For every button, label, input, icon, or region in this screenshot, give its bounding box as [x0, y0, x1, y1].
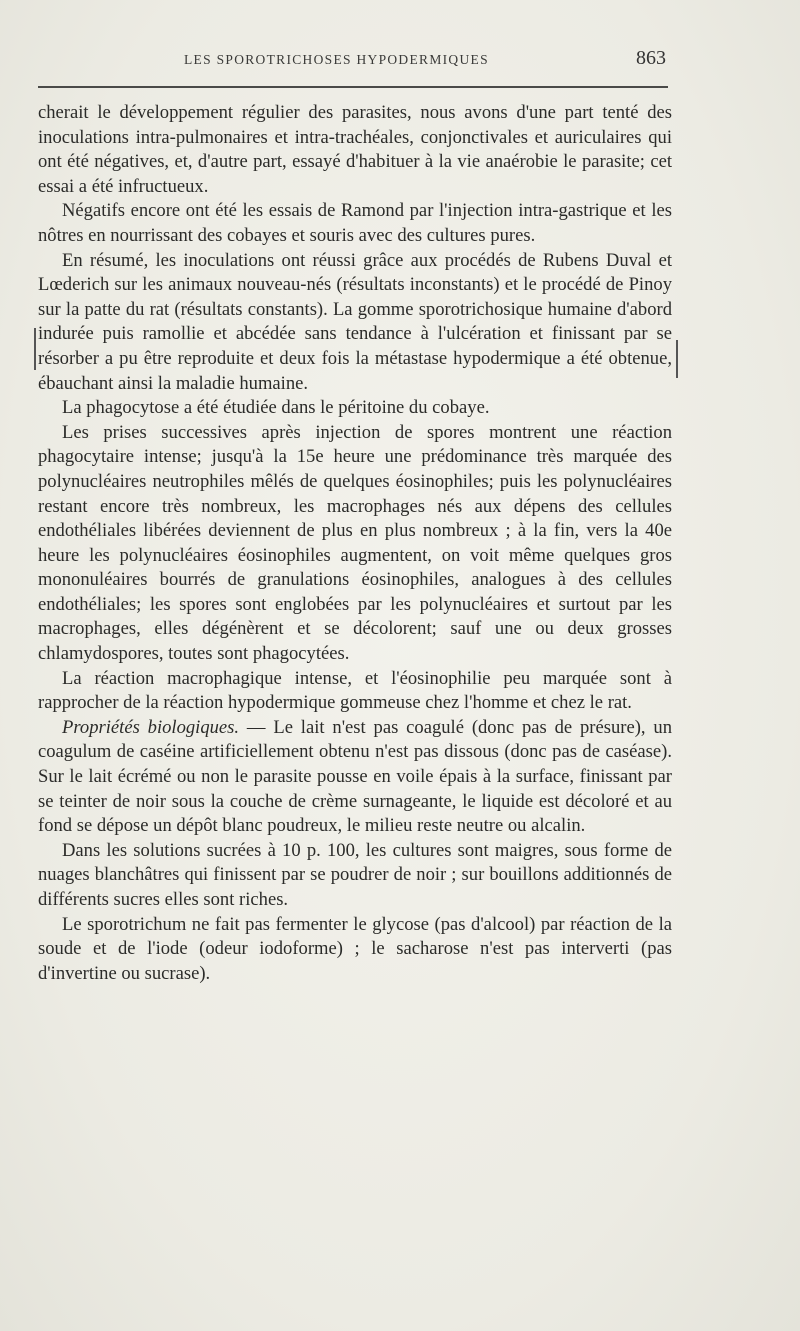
paragraph-8: Dans les solutions sucrées à 10 p. 100, les cultures sont maigres, sous forme de nuages blanchâtres qui finissent par se poudrer de noir ; sur bouillons additionnés de différents sucres elles sont riches.	[38, 839, 672, 910]
page-header	[36, 47, 670, 72]
paragraph-2: Négatifs encore ont été les essais de Ramond par l'injection intra-gastrique et les nôtres en nourrissant des cobayes et souris avec des cultures pures.	[38, 200, 672, 246]
body-text	[38, 101, 672, 986]
section-heading: Propriétés biologiques.	[62, 716, 240, 738]
paragraph-9: Le sporotrichum ne fait pas fermenter le glycose (pas d'alcool) par réaction de la soude et de l'iode (odeur iodoforme) ; le sacharose n'est pas interverti (pas d'invertine ou sucrase).	[38, 913, 672, 984]
header-rule	[38, 86, 668, 88]
paragraph-5: Les prises successives après injection de spores montrent une réaction phagocytaire intense; jusqu'à la 15e heure une prédominance très marquée des polynucléaires neutrophiles mêlés de quelques éosinophiles; puis les polynucléaires restant encore très nombreux, les macrophages nés aux dépens des cellules endothéliales libérées deviennent de plus en plus nombreux ; à la fin, vers la 40e heure les polynucléaires éosinophiles augmentent, on voit même quelques gros mononuléaires bourrés de granulations éosinophiles, analogues à des cellules endothéliales; les spores sont englobées par les polynucléaires et surtout par les macrophages, elles dégénèrent et se décolorent; sauf une ou deux grosses chlamydospores, toutes sont phagocytées.	[38, 421, 672, 665]
paragraph-7	[38, 716, 672, 839]
paragraph-4: La phagocytose a été étudiée dans le péritoine du cobaye.	[62, 397, 490, 419]
paragraph-6: La réaction macrophagique intense, et l'éosinophilie peu marquée sont à rapprocher de la réaction hypodermique gommeuse chez l'homme et chez le rat.	[38, 667, 672, 714]
margin-bracket-right	[676, 340, 678, 378]
page-number: 863	[636, 47, 666, 69]
paragraph-1: cherait le développement régulier des parasites, nous avons d'une part tenté des inoculations intra-pulmonaires et intra-trachéales, conjonctivales et auriculaires qui ont été négatives, et, d'autre part, essayé d'habituer à la vie anaérobie le parasite; cet essai a été infructueux.	[38, 102, 672, 197]
margin-bracket-left	[34, 328, 36, 370]
paragraph-3: En résumé, les inoculations ont réussi grâce aux procédés de Rubens Duval et Lœderich sur les animaux nouveau-nés (résultats inconstants) et le procédé de Pinoy sur la patte du rat (résultats constants). La gomme sporotrichosique humaine d'abord indurée puis ramollie et abcédée sans tendance à l'ulcération et finissant par se résorber a pu être reproduite et deux fois la métastase hypodermique a été obtenue, ébauchant ainsi la maladie humaine.	[38, 249, 672, 394]
paragraph-7-text: — Le lait n'est pas coagulé (donc pas de présure), un coagulum de caséine artificiellement obtenu n'est pas dissous (donc pas de caséase). Sur le lait écrémé ou non le parasite pousse en voile épais à la surface, finissant par se teinter de noir sous la couche de crème surnageante, le liquide est décoloré et au fond se dépose un dépôt blanc poudreux, le milieu reste neutre ou alcalin.	[38, 716, 672, 837]
running-title: LES SPOROTRICHOSES HYPODERMIQUES	[184, 52, 489, 67]
